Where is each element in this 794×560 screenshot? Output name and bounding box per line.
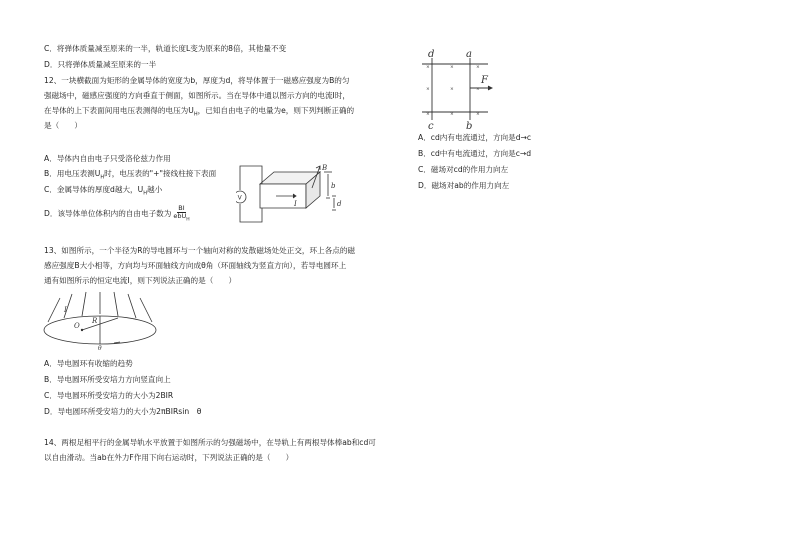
q11-option-c: C．将弹体质量减至原来的一半，轨道长度L变为原来的8倍，其他量不变: [44, 44, 287, 53]
rod-c-label: c: [428, 121, 434, 130]
q13-stem-line-3: 通有如图所示的恒定电流I，则下列说法正确的是（ ）: [44, 276, 237, 285]
q12-stem-line-1: 12、一块横截面为矩形的金属导体的宽度为b，厚度为d，将导体置于一磁感应强度为B的匀: [44, 76, 350, 85]
svg-text:×: ×: [450, 65, 454, 70]
q12-option-c: C．金属导体的厚度d越大，$U_H$越小: [44, 185, 163, 197]
q13-figure: [40, 290, 160, 352]
q13-option-b: B．导电圆环所受安培力方向竖直向上: [44, 375, 171, 384]
q13-option-c: C．导电圆环所受安培力的大小为2BIR: [44, 391, 174, 400]
q14-stem-line-2: 以自由滑动。当ab在外力F作用下向右运动时，下列说法正确的是（ ）: [44, 453, 294, 462]
rod-d-label: d: [428, 49, 435, 60]
svg-text:×: ×: [476, 112, 480, 117]
q11-option-d: D．只将弹体质量减至原来的一半: [44, 60, 157, 69]
q12-option-d-fraction: $\frac{BI}{ebU_H}$: [173, 204, 190, 223]
svg-text:×: ×: [426, 65, 430, 70]
field-b-label: B: [322, 164, 328, 172]
current-i-label: I: [294, 200, 297, 208]
q12-stem-line-3: 在导体的上下表面间用电压表测得的电压为$U_H$，已知自由电子的电量为e，则下列判断正确的: [44, 106, 355, 118]
angle-label: θ: [98, 345, 102, 352]
q14-option-a: A．cd内有电流通过，方向是d→c: [418, 133, 532, 142]
radius-label: R: [92, 317, 98, 325]
q13-option-d: D．导电圆环所受安培力的大小为2πBIRsin θ: [44, 407, 202, 416]
rod-a-label: a: [466, 49, 472, 60]
q14-option-b: B．cd中有电流通过，方向是c→d: [418, 149, 532, 158]
center-label: O: [74, 322, 80, 330]
q14-option-c: C．磁场对cd的作用力向左: [418, 165, 509, 174]
q12-stem-line-2: 强磁场中，磁感应强度的方向垂直于侧面，如图所示。当在导体中通以图示方向的电流I时，: [44, 91, 350, 100]
q12-stem-line-4: 是（ ）: [44, 121, 82, 130]
q14-stem-line-1: 14、两根足相平行的金属导轨水平放置于如图所示的匀强磁场中，在导轨上有两根导体棒ab和cd可: [44, 438, 376, 447]
ring-current-label: I: [64, 306, 67, 314]
svg-text:×: ×: [426, 87, 430, 92]
q13-stem-line-2: 感应强度B大小相等，方向均与环面轴线方向成θ角（环面轴线为竖直方向），若导电圆环上: [44, 261, 347, 270]
q12-option-a: A．导体内自由电子只受洛伦兹力作用: [44, 154, 171, 163]
svg-text:×: ×: [450, 112, 454, 117]
q14-option-d: D．磁场对ab的作用力向左: [418, 181, 510, 190]
svg-text:×: ×: [476, 87, 480, 92]
width-b-label: b: [331, 182, 336, 190]
q14-figure: [418, 48, 498, 130]
svg-text:×: ×: [426, 112, 430, 117]
force-f-label: F: [481, 75, 488, 86]
q13-option-a: A．导电圆环有收缩的趋势: [44, 359, 133, 368]
q13-stem-line-1: 13、如图所示，一个半径为R的导电圆环与一个轴向对称的发散磁场处处正交，环上各点的磁: [44, 246, 356, 255]
svg-text:×: ×: [476, 65, 480, 70]
q12-figure: [236, 160, 356, 226]
voltmeter-label: V: [237, 194, 242, 202]
rod-b-label: b: [466, 121, 473, 130]
q12-option-b: B．用电压表测$U_H$时，电压表的"+"接线柱接下表面: [44, 169, 217, 181]
svg-text:×: ×: [450, 87, 454, 92]
thickness-d-label: d: [337, 200, 342, 208]
q12-option-d: D．该导体单位体积内的自由电子数为 $\frac{BI}{ebU_H}$: [44, 204, 190, 223]
